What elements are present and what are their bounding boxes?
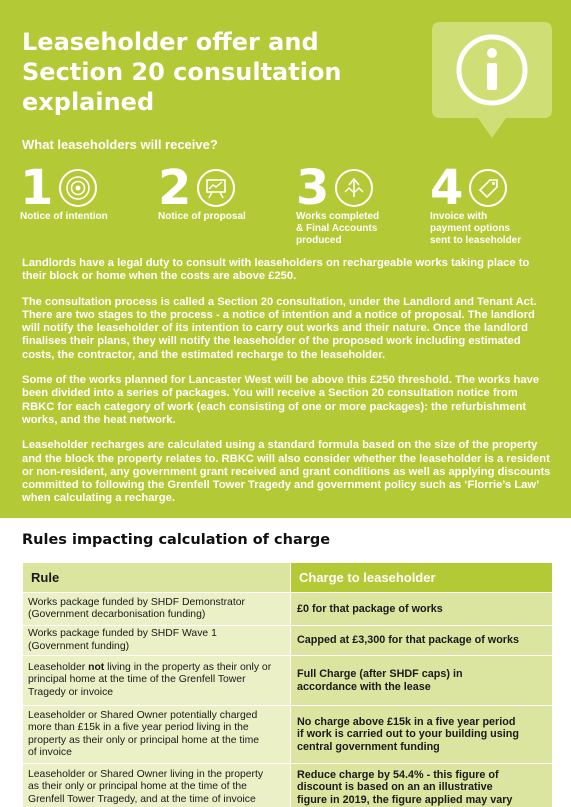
- charge-cell: Reduce charge by 54.4% - this figure of discount is based on an an illustrative figure in 2019, the figure applied may vary: [291, 764, 553, 807]
- title-line-1: Leaseholder offer and: [22, 28, 319, 56]
- column-header-charge: Charge to leaseholder: [291, 563, 553, 593]
- column-header-rule: Rule: [23, 563, 291, 593]
- table-row: [23, 764, 553, 807]
- rule-cell: Works package funded by SHDF Demonstrator (Government decarbonisation funding): [23, 593, 291, 626]
- charge-cell: No charge above £15k in a five year period if work is carried out to your building using central government funding: [291, 706, 553, 764]
- page-title: [22, 27, 402, 117]
- step-label: Invoice with payment options sent to leaseholder: [430, 211, 522, 246]
- title-line-2: Section 20 consultation: [22, 58, 342, 86]
- rule-cell: Leaseholder not living in the property as their only or principal home at the time of the Grenfell Tower Tragedy or invoice: [23, 656, 291, 706]
- steps-heading: What leaseholders will receive?: [22, 137, 218, 152]
- paragraph-recharges: Leaseholder recharges are calculated using a standard formula based on the size of the property and the block the property relates to. RBKC will also consider whether the leaseholder is a resident or non-resident, any government grant received and grant conditions as well as applying discounts committed to following the Grenfell Tower Tragedy and government policy such as ‘Florrie’s Law’ when calculating a recharge.: [22, 439, 551, 505]
- table-row: [23, 706, 553, 764]
- step-number: 1: [20, 160, 54, 216]
- paragraph-threshold: Some of the works planned for Lancaster West will be above this £250 threshold. The works have been divided into a series of packages. You will receive a Section 20 consultation notice from RBKC for each category of work (each consisting of one or more packages): the refurbishment works, and the heat network.: [22, 374, 540, 426]
- charge-cell: £0 for that package of works: [291, 593, 553, 626]
- rule-cell: Leaseholder or Shared Owner potentially charged more than £15k in a five year period living in the property as their only or principal home at the time of invoice: [23, 706, 291, 764]
- presentation-board-icon: [196, 168, 236, 208]
- information-speech-bubble-icon: [428, 18, 556, 142]
- target-icon: [58, 168, 98, 208]
- paragraph-legal-duty: Landlords have a legal duty to consult with leaseholders on rechargeable works taking place to their block or home when the costs are above £250.: [22, 257, 530, 283]
- price-tag-icon: [468, 168, 508, 208]
- explanation-text: [22, 257, 552, 518]
- arrows-up-icon: [334, 168, 374, 208]
- emphasis-not: not: [88, 661, 105, 673]
- step-label: Works completed & Final Accounts produced: [296, 211, 380, 246]
- charge-cell: Capped at £3,300 for that package of works: [291, 626, 553, 656]
- step-label: Notice of intention: [20, 211, 108, 222]
- table-row: [23, 593, 553, 626]
- step-number: 4: [430, 160, 464, 216]
- rule-cell: Leaseholder or Shared Owner living in the property as their only or principal home at the time of the Grenfell Tower Tragedy, and at the time of invoice: [23, 764, 291, 807]
- table-row: [23, 626, 553, 656]
- table-row: [23, 656, 553, 706]
- step-label: Notice of proposal: [158, 211, 246, 222]
- rule-cell: Works package funded by SHDF Wave 1 (Government funding): [23, 626, 291, 656]
- title-line-3: explained: [22, 88, 155, 116]
- rules-table: [22, 562, 553, 807]
- paragraph-consultation-process: The consultation process is called a Section 20 consultation, under the Landlord and Tenant Act. There are two stages to the process - a notice of intention and a notice of proposal. The landlord will notify the leaseholder of its intention to carry out works and their nature. Once the landlord finalises their plans, they will notify the leaseholder of the proposed work including estimated costs, the contractor, and the estimated recharge to the leaseholder.: [22, 295, 537, 361]
- charge-cell: Full Charge (after SHDF caps) in accordance with the lease: [291, 656, 553, 706]
- step-number: 3: [296, 160, 330, 216]
- step-number: 2: [158, 160, 192, 216]
- table-header-row: [23, 563, 553, 593]
- rules-heading: Rules impacting calculation of charge: [22, 532, 331, 548]
